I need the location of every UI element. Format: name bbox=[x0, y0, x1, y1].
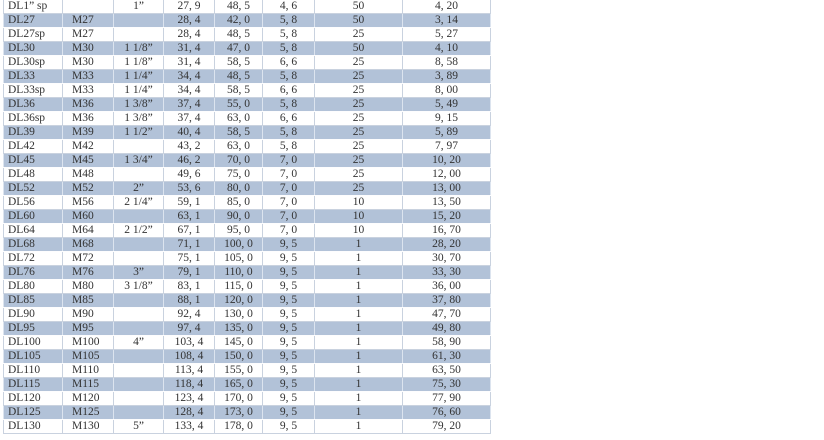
table-cell: 9, 5 bbox=[263, 336, 315, 350]
table-row bbox=[4, 126, 491, 140]
table-cell: 3, 14 bbox=[403, 14, 491, 28]
table-cell: 13, 00 bbox=[403, 182, 491, 196]
table-cell: 6, 6 bbox=[263, 112, 315, 126]
table-cell: 4, 10 bbox=[403, 42, 491, 56]
table-row bbox=[4, 154, 491, 168]
table-cell: 115, 0 bbox=[215, 280, 263, 294]
table-cell bbox=[114, 252, 164, 266]
table-cell: 1 3/4” bbox=[114, 154, 164, 168]
table-cell: 1 1/4” bbox=[114, 70, 164, 84]
table-cell: 1 bbox=[315, 378, 403, 392]
table-cell: 25 bbox=[315, 182, 403, 196]
table-cell: DL110 bbox=[4, 364, 63, 378]
table-cell: 5, 8 bbox=[263, 14, 315, 28]
table-cell: 1 bbox=[315, 406, 403, 420]
table-cell: 113, 4 bbox=[164, 364, 215, 378]
table-cell: 9, 5 bbox=[263, 420, 315, 434]
table-cell: 50 bbox=[315, 0, 403, 14]
table-cell: M48 bbox=[63, 168, 114, 182]
table-cell: 75, 0 bbox=[215, 168, 263, 182]
table-cell: M36 bbox=[63, 112, 114, 126]
table-row bbox=[4, 140, 491, 154]
table-cell: 79, 20 bbox=[403, 420, 491, 434]
table-cell: 103, 4 bbox=[164, 336, 215, 350]
table-cell: M125 bbox=[63, 406, 114, 420]
table-cell bbox=[114, 392, 164, 406]
table-cell: 28, 4 bbox=[164, 28, 215, 42]
table-cell: 90, 0 bbox=[215, 210, 263, 224]
table-cell: 53, 6 bbox=[164, 182, 215, 196]
table-cell: DL1” sp bbox=[4, 0, 63, 14]
table-cell bbox=[114, 168, 164, 182]
table-row bbox=[4, 182, 491, 196]
table-cell: 5, 8 bbox=[263, 28, 315, 42]
table-cell: 123, 4 bbox=[164, 392, 215, 406]
table-cell: 5” bbox=[114, 420, 164, 434]
table-cell: M115 bbox=[63, 378, 114, 392]
table-cell: 105, 0 bbox=[215, 252, 263, 266]
table-cell: 15, 20 bbox=[403, 210, 491, 224]
table-cell: DL125 bbox=[4, 406, 63, 420]
table-row bbox=[4, 280, 491, 294]
table-cell: 36, 00 bbox=[403, 280, 491, 294]
table-cell: M42 bbox=[63, 140, 114, 154]
table-cell: 42, 0 bbox=[215, 14, 263, 28]
table-cell: 97, 4 bbox=[164, 322, 215, 336]
table-cell: 10 bbox=[315, 210, 403, 224]
table-cell: 50 bbox=[315, 42, 403, 56]
table-cell: 3 1/8” bbox=[114, 280, 164, 294]
table-cell: 8, 00 bbox=[403, 84, 491, 98]
table-cell: 10 bbox=[315, 224, 403, 238]
table-row bbox=[4, 364, 491, 378]
table-cell: 55, 0 bbox=[215, 98, 263, 112]
table-cell: 10 bbox=[315, 196, 403, 210]
table-cell bbox=[114, 14, 164, 28]
table-row bbox=[4, 42, 491, 56]
table-row bbox=[4, 420, 491, 434]
table-cell: 5, 8 bbox=[263, 140, 315, 154]
table-cell: DL115 bbox=[4, 378, 63, 392]
table-cell: 28, 4 bbox=[164, 14, 215, 28]
table-cell: DL80 bbox=[4, 280, 63, 294]
table-cell: 31, 4 bbox=[164, 42, 215, 56]
table-cell: 76, 60 bbox=[403, 406, 491, 420]
table-cell: M110 bbox=[63, 364, 114, 378]
table-row bbox=[4, 28, 491, 42]
table-cell: 12, 00 bbox=[403, 168, 491, 182]
table-cell: 37, 4 bbox=[164, 98, 215, 112]
table-cell: 10, 20 bbox=[403, 154, 491, 168]
table-cell: M120 bbox=[63, 392, 114, 406]
table-cell: 4, 20 bbox=[403, 0, 491, 14]
table-cell: 1 1/4” bbox=[114, 84, 164, 98]
table-cell: DL52 bbox=[4, 182, 63, 196]
table-cell: 63, 0 bbox=[215, 112, 263, 126]
table-cell: 178, 0 bbox=[215, 420, 263, 434]
table-cell: 1” bbox=[114, 0, 164, 14]
table-cell: 2 1/4” bbox=[114, 196, 164, 210]
table-cell: 58, 5 bbox=[215, 126, 263, 140]
table-cell: 49, 80 bbox=[403, 322, 491, 336]
table-cell: 25 bbox=[315, 154, 403, 168]
table-cell bbox=[114, 308, 164, 322]
table-cell: DL120 bbox=[4, 392, 63, 406]
table-cell: DL30sp bbox=[4, 56, 63, 70]
table-cell: 13, 50 bbox=[403, 196, 491, 210]
table-cell: 79, 1 bbox=[164, 266, 215, 280]
table-cell bbox=[114, 28, 164, 42]
table-cell: DL33sp bbox=[4, 84, 63, 98]
table-row bbox=[4, 392, 491, 406]
table-cell: 4, 6 bbox=[263, 0, 315, 14]
table-cell bbox=[114, 378, 164, 392]
table-cell: DL130 bbox=[4, 420, 63, 434]
table-row bbox=[4, 350, 491, 364]
table-cell: DL100 bbox=[4, 336, 63, 350]
table-cell: DL39 bbox=[4, 126, 63, 140]
table-cell: M39 bbox=[63, 126, 114, 140]
table-cell: DL72 bbox=[4, 252, 63, 266]
table-cell: 63, 0 bbox=[215, 140, 263, 154]
table-row bbox=[4, 168, 491, 182]
table-cell: M68 bbox=[63, 238, 114, 252]
table-cell: 7, 0 bbox=[263, 224, 315, 238]
table-cell: 25 bbox=[315, 126, 403, 140]
table-cell: 1 bbox=[315, 392, 403, 406]
table-cell: 47, 70 bbox=[403, 308, 491, 322]
table-cell bbox=[114, 294, 164, 308]
table-cell: 1 1/2” bbox=[114, 126, 164, 140]
table-cell: 49, 6 bbox=[164, 168, 215, 182]
table-cell: DL36 bbox=[4, 98, 63, 112]
table-cell: DL33 bbox=[4, 70, 63, 84]
table-cell bbox=[114, 322, 164, 336]
table-cell: M76 bbox=[63, 266, 114, 280]
table-cell: 75, 1 bbox=[164, 252, 215, 266]
table-cell: 1 bbox=[315, 280, 403, 294]
table-cell: 58, 5 bbox=[215, 56, 263, 70]
table-cell bbox=[114, 238, 164, 252]
table-cell: 6, 6 bbox=[263, 84, 315, 98]
table-cell: 170, 0 bbox=[215, 392, 263, 406]
table-cell: 135, 0 bbox=[215, 322, 263, 336]
table-cell: 58, 90 bbox=[403, 336, 491, 350]
table-cell: M27 bbox=[63, 28, 114, 42]
table-cell: 9, 5 bbox=[263, 364, 315, 378]
table-cell: 70, 0 bbox=[215, 154, 263, 168]
table-cell: 5, 8 bbox=[263, 70, 315, 84]
table-cell: 46, 2 bbox=[164, 154, 215, 168]
table-cell: 25 bbox=[315, 112, 403, 126]
table-cell: M45 bbox=[63, 154, 114, 168]
table-cell bbox=[114, 364, 164, 378]
product-size-table bbox=[3, 0, 491, 434]
table-cell: 7, 0 bbox=[263, 182, 315, 196]
table-cell: 1 bbox=[315, 336, 403, 350]
table-cell: 1 bbox=[315, 420, 403, 434]
table-cell: 95, 0 bbox=[215, 224, 263, 238]
table-cell: 48, 5 bbox=[215, 28, 263, 42]
table-cell: 7, 0 bbox=[263, 168, 315, 182]
table-cell: 77, 90 bbox=[403, 392, 491, 406]
table-row bbox=[4, 84, 491, 98]
table-cell: DL60 bbox=[4, 210, 63, 224]
table-cell: 7, 0 bbox=[263, 154, 315, 168]
table-cell: DL45 bbox=[4, 154, 63, 168]
table-row bbox=[4, 294, 491, 308]
table-cell: 1 bbox=[315, 266, 403, 280]
table-cell: M95 bbox=[63, 322, 114, 336]
table-cell: 5, 8 bbox=[263, 98, 315, 112]
table-cell: 9, 5 bbox=[263, 322, 315, 336]
table-cell: 120, 0 bbox=[215, 294, 263, 308]
table-cell: 25 bbox=[315, 84, 403, 98]
table-cell: 71, 1 bbox=[164, 238, 215, 252]
table-cell: 30, 70 bbox=[403, 252, 491, 266]
table-cell: DL48 bbox=[4, 168, 63, 182]
table-row bbox=[4, 56, 491, 70]
table-row bbox=[4, 378, 491, 392]
table-cell: M130 bbox=[63, 420, 114, 434]
table-cell: M80 bbox=[63, 280, 114, 294]
table-cell: 31, 4 bbox=[164, 56, 215, 70]
table-cell: DL27sp bbox=[4, 28, 63, 42]
table-cell: M33 bbox=[63, 84, 114, 98]
table-cell: 1 bbox=[315, 252, 403, 266]
table-cell: 9, 5 bbox=[263, 252, 315, 266]
table-row bbox=[4, 266, 491, 280]
table-cell: 75, 30 bbox=[403, 378, 491, 392]
table-row bbox=[4, 196, 491, 210]
table-cell: 7, 97 bbox=[403, 140, 491, 154]
table-cell: 9, 5 bbox=[263, 350, 315, 364]
table-cell: 3” bbox=[114, 266, 164, 280]
table-cell: DL90 bbox=[4, 308, 63, 322]
table-cell: 1 bbox=[315, 308, 403, 322]
table-cell: 63, 1 bbox=[164, 210, 215, 224]
table-cell: 2 1/2” bbox=[114, 224, 164, 238]
table-cell: 9, 5 bbox=[263, 294, 315, 308]
table-cell: 1 1/8” bbox=[114, 56, 164, 70]
table-cell bbox=[114, 350, 164, 364]
table-cell: 25 bbox=[315, 70, 403, 84]
table-cell: 33, 30 bbox=[403, 266, 491, 280]
table-cell bbox=[114, 140, 164, 154]
table-cell: M90 bbox=[63, 308, 114, 322]
table-cell: 16, 70 bbox=[403, 224, 491, 238]
table-row bbox=[4, 336, 491, 350]
table-cell: 48, 5 bbox=[215, 0, 263, 14]
table-cell: M60 bbox=[63, 210, 114, 224]
table-cell: 43, 2 bbox=[164, 140, 215, 154]
table-row bbox=[4, 70, 491, 84]
table-cell: 5, 89 bbox=[403, 126, 491, 140]
table-cell: DL105 bbox=[4, 350, 63, 364]
table-row bbox=[4, 224, 491, 238]
table-cell: 9, 5 bbox=[263, 266, 315, 280]
table-cell: 47, 0 bbox=[215, 42, 263, 56]
table-cell: 58, 5 bbox=[215, 84, 263, 98]
table-cell: 2” bbox=[114, 182, 164, 196]
table-row bbox=[4, 112, 491, 126]
table-cell: 173, 0 bbox=[215, 406, 263, 420]
table-cell: M30 bbox=[63, 42, 114, 56]
table-cell: 1 bbox=[315, 294, 403, 308]
table-cell: DL68 bbox=[4, 238, 63, 252]
table-cell: 27, 9 bbox=[164, 0, 215, 14]
table-cell: 9, 5 bbox=[263, 238, 315, 252]
table-cell: 1 3/8” bbox=[114, 98, 164, 112]
table-cell: 80, 0 bbox=[215, 182, 263, 196]
table-cell: M72 bbox=[63, 252, 114, 266]
table-cell: 83, 1 bbox=[164, 280, 215, 294]
table-cell: 37, 4 bbox=[164, 112, 215, 126]
table-body bbox=[4, 0, 491, 434]
table-row bbox=[4, 14, 491, 28]
table-cell: 88, 1 bbox=[164, 294, 215, 308]
table-row bbox=[4, 308, 491, 322]
table-cell: 5, 49 bbox=[403, 98, 491, 112]
table-cell: 4” bbox=[114, 336, 164, 350]
table-cell: 5, 8 bbox=[263, 126, 315, 140]
table-cell: 28, 20 bbox=[403, 238, 491, 252]
table-cell: 128, 4 bbox=[164, 406, 215, 420]
table-cell: 9, 5 bbox=[263, 392, 315, 406]
table-cell: 34, 4 bbox=[164, 70, 215, 84]
table-cell: 7, 0 bbox=[263, 196, 315, 210]
table-cell: 59, 1 bbox=[164, 196, 215, 210]
table-row bbox=[4, 238, 491, 252]
table-cell: 108, 4 bbox=[164, 350, 215, 364]
table-cell: 25 bbox=[315, 168, 403, 182]
table-cell: 48, 5 bbox=[215, 70, 263, 84]
table-cell: M85 bbox=[63, 294, 114, 308]
table-row bbox=[4, 406, 491, 420]
table-cell: 6, 6 bbox=[263, 56, 315, 70]
table-cell: M36 bbox=[63, 98, 114, 112]
table-cell: 3, 89 bbox=[403, 70, 491, 84]
table-cell: 1 bbox=[315, 350, 403, 364]
table-cell: DL85 bbox=[4, 294, 63, 308]
table-cell: 150, 0 bbox=[215, 350, 263, 364]
table-cell: 1 bbox=[315, 322, 403, 336]
table-cell: 85, 0 bbox=[215, 196, 263, 210]
table-cell: 92, 4 bbox=[164, 308, 215, 322]
table-cell: M105 bbox=[63, 350, 114, 364]
table-cell: 25 bbox=[315, 28, 403, 42]
table-cell: 110, 0 bbox=[215, 266, 263, 280]
table-cell: M56 bbox=[63, 196, 114, 210]
table-row bbox=[4, 98, 491, 112]
table-cell: 67, 1 bbox=[164, 224, 215, 238]
table-cell: M100 bbox=[63, 336, 114, 350]
table-cell: 61, 30 bbox=[403, 350, 491, 364]
table-cell: DL64 bbox=[4, 224, 63, 238]
table-cell: 100, 0 bbox=[215, 238, 263, 252]
table-cell: 1 bbox=[315, 364, 403, 378]
table-cell: 9, 5 bbox=[263, 280, 315, 294]
table-cell: 9, 5 bbox=[263, 308, 315, 322]
table-cell: DL42 bbox=[4, 140, 63, 154]
table-cell: M27 bbox=[63, 14, 114, 28]
table-cell: 37, 80 bbox=[403, 294, 491, 308]
table-cell: 25 bbox=[315, 56, 403, 70]
table-cell: M52 bbox=[63, 182, 114, 196]
table-cell: DL95 bbox=[4, 322, 63, 336]
table-cell: 40, 4 bbox=[164, 126, 215, 140]
table-cell: 133, 4 bbox=[164, 420, 215, 434]
table-cell: 1 3/8” bbox=[114, 112, 164, 126]
table-cell: 25 bbox=[315, 98, 403, 112]
table-cell: 7, 0 bbox=[263, 210, 315, 224]
table-cell: 1 bbox=[315, 238, 403, 252]
table-cell: 5, 8 bbox=[263, 42, 315, 56]
table-cell bbox=[114, 210, 164, 224]
table-cell: M33 bbox=[63, 70, 114, 84]
table-cell: DL76 bbox=[4, 266, 63, 280]
table-row bbox=[4, 322, 491, 336]
table-cell: DL36sp bbox=[4, 112, 63, 126]
table-cell: DL27 bbox=[4, 14, 63, 28]
table-cell: 145, 0 bbox=[215, 336, 263, 350]
table-cell: 25 bbox=[315, 140, 403, 154]
table-cell: M30 bbox=[63, 56, 114, 70]
table-cell: M64 bbox=[63, 224, 114, 238]
table-cell: 165, 0 bbox=[215, 378, 263, 392]
table-row bbox=[4, 252, 491, 266]
table-cell: 130, 0 bbox=[215, 308, 263, 322]
table-cell: 34, 4 bbox=[164, 84, 215, 98]
table-cell: 5, 27 bbox=[403, 28, 491, 42]
table-cell: 63, 50 bbox=[403, 364, 491, 378]
table-cell: 9, 5 bbox=[263, 406, 315, 420]
table-cell: 118, 4 bbox=[164, 378, 215, 392]
table-cell: DL30 bbox=[4, 42, 63, 56]
table-cell: 155, 0 bbox=[215, 364, 263, 378]
table-cell: 9, 15 bbox=[403, 112, 491, 126]
table-row bbox=[4, 0, 491, 14]
table-cell bbox=[114, 406, 164, 420]
table-cell: DL56 bbox=[4, 196, 63, 210]
table-cell bbox=[63, 0, 114, 14]
table-cell: 9, 5 bbox=[263, 378, 315, 392]
table-cell: 8, 58 bbox=[403, 56, 491, 70]
table-cell: 1 1/8” bbox=[114, 42, 164, 56]
table-cell: 50 bbox=[315, 14, 403, 28]
table-row bbox=[4, 210, 491, 224]
